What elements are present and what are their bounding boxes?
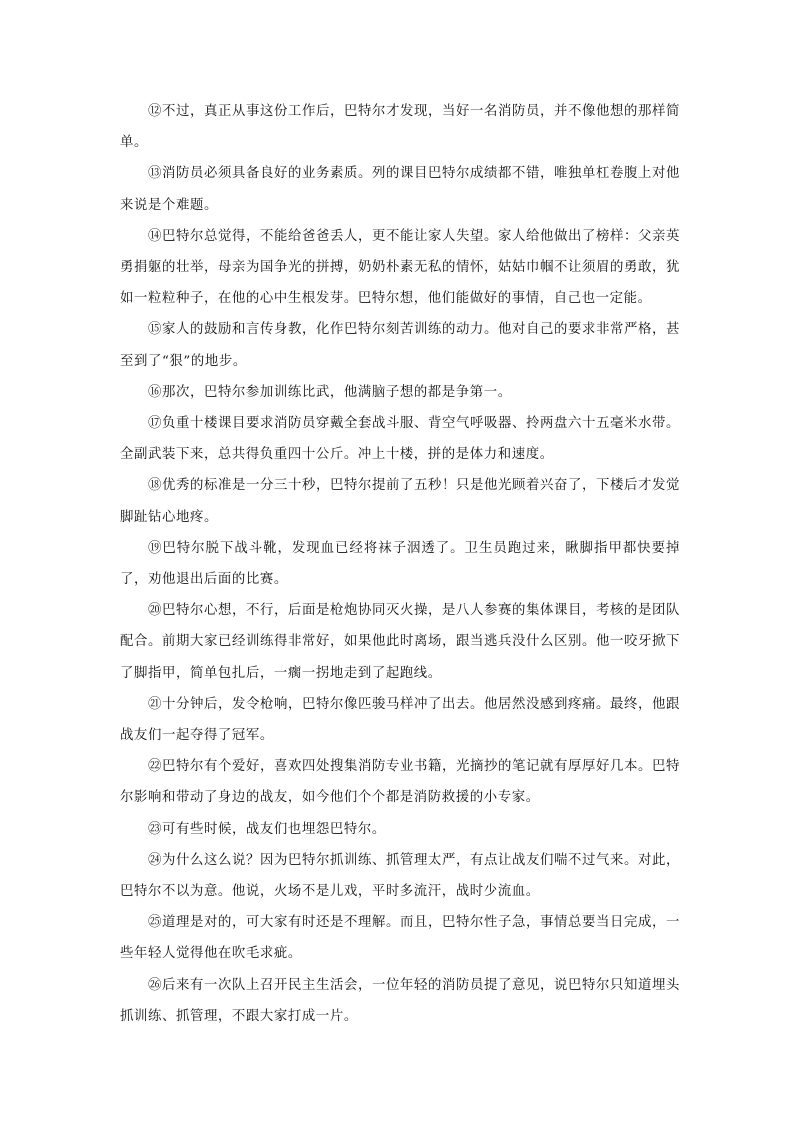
- paragraph-23: ㉓可有些时候，战友们也埋怨巴特尔。: [148, 821, 386, 837]
- paragraph-18: ⑱优秀的标准是一分三十秒，巴特尔提前了五秒！只是他光顾着兴奋了，下楼后才发觉脚趾钻心地疼。: [120, 478, 680, 525]
- paragraph-15: ⑮家人的鼓励和言传身教，化作巴特尔刻苦训练的动力。他对自己的要求非常严格，甚至到了“狠”的地步。: [120, 322, 680, 369]
- paragraph-16: ⑯那次，巴特尔参加训练比武，他满脑子想的都是争第一。: [148, 384, 512, 400]
- paragraph-24: ㉔为什么这么说？因为巴特尔抓训练、抓管理太严，有点让战友们喘不过气来。对此，巴特尔不以为意。他说，火场不是儿戏，平时多流汗，战时少流血。: [120, 852, 680, 900]
- paragraph-21: ㉑十分钟后，发令枪响，巴特尔像匹骏马样冲了出去。他居然没感到疼痛。最终，他跟战友们一起夺得了冠军。: [120, 696, 680, 744]
- paragraph-14: ⑭巴特尔总觉得，不能给爸爸丢人，更不能让家人失望。家人给他做出了榜样：父亲英勇捐躯的壮举，母亲为国争光的拼搏，奶奶朴素无私的情怀，姑姑巾帼不让须眉的勇敢，犹如一粒粒种子，在他的心中生根发芽。巴特尔想，他们能做好的事情，自己也一定能。: [120, 228, 680, 307]
- paragraph-17: ⑰负重十楼课目要求消防员穿戴全套战斗服、背空气呼吸器、拎两盘六十五毫米水带。全副武装下来，总共得负重四十公斤。冲上十楼，拼的是体力和速度。: [120, 416, 680, 463]
- paragraph-22: ㉒巴特尔有个爱好，喜欢四处搜集消防专业书籍，光摘抄的笔记就有厚厚好几本。巴特尔影响和带动了身边的战友，如今他们个个都是消防救援的小专家。: [120, 759, 680, 806]
- paragraph-20: ⑳巴特尔心想，不行，后面是枪炮协同灭火操，是八人参赛的集体课目，考核的是团队配合。前期大家已经训练得非常好，如果他此时离场，跟当逃兵没什么区别。他一咬牙掀下了脚指甲，简单包扎后，一瘸一拐地走到了起跑线。: [120, 603, 680, 681]
- article-body: [120, 96, 680, 1032]
- paragraph-13: ⑬消防员必须具备良好的业务素质。列的课目巴特尔成绩都不错，唯独单杠卷腹上对他来说是个难题。: [120, 166, 680, 213]
- paragraph-25: ㉕道理是对的，可大家有时还是不理解。而且，巴特尔性子急，事情总要当日完成，一些年轻人觉得他在吹毛求疵。: [120, 915, 680, 962]
- paragraph-12: ⑫不过，真正从事这份工作后，巴特尔才发现，当好一名消防员，并不像他想的那样简单。: [120, 104, 680, 151]
- paragraph-19: ⑲巴特尔脱下战斗靴，发现血已经将袜子洇透了。卫生员跑过来，瞅脚指甲都快要掉了，劝他退出后面的比赛。: [120, 540, 680, 588]
- paragraph-26: ㉖后来有一次队上召开民主生活会，一位年轻的消防员提了意见，说巴特尔只知道埋头抓训练、抓管理，不跟大家打成一片。: [120, 977, 680, 1024]
